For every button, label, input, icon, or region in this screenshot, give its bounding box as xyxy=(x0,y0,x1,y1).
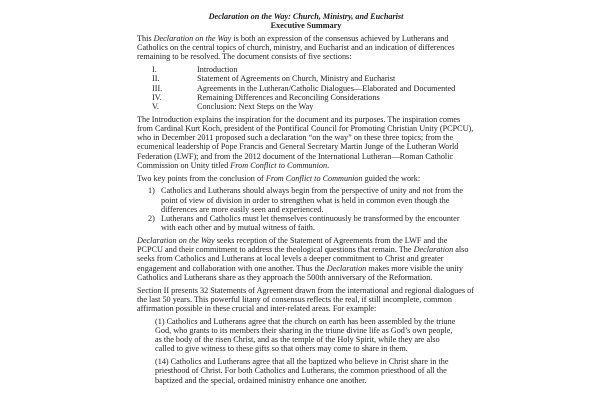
section-numeral: IV. xyxy=(152,92,162,102)
sections-list xyxy=(137,65,475,111)
section-numeral: II. xyxy=(152,74,160,84)
section-numeral: V. xyxy=(152,102,159,112)
two-key-points-lead: Two key points from the conclusion of From Conflict to Communion guided the work: xyxy=(137,173,421,183)
section-label: Statement of Agreements on Church, Ministry and Eucharist xyxy=(197,74,396,84)
key-point-marker: 1) xyxy=(148,186,155,196)
section-label: Introduction xyxy=(197,65,238,75)
section-ii-paragraph: Section II presents 32 Statements of Agreement drawn from the international and regional dialogues of the last 50 years. This powerful litany of consensus reflects the real, if still incomplete, common affirmation possible in these crucial and inter-related areas. For example: xyxy=(137,285,474,314)
section-numeral: III. xyxy=(152,83,163,93)
section-row-3 xyxy=(152,84,475,93)
quote-statement-1: (1) Catholics and Lutherans agree that the church on earth has been assembled by the triune God, who grants to its members their sharing in the triune divine life as God’s own people, as the body of the risen Christ, and as the temple of the Holy Spirit, while they are also called to give witness to these gifts so that others may come to share in them. xyxy=(155,316,456,354)
section-label: Agreements in the Lutheran/Catholic Dialogues—Elaborated and Documented xyxy=(197,83,456,93)
section-label: Remaining Differences and Reconciling Considerations xyxy=(197,92,380,102)
document-title-line1: Declaration on the Way: Church, Ministry, and Eucharist xyxy=(208,12,404,21)
key-point-marker: 2) xyxy=(148,214,155,224)
section-numeral: I. xyxy=(152,65,157,75)
document-title-line2: Executive Summary xyxy=(270,21,342,31)
section-row-1 xyxy=(152,65,475,74)
section-row-2 xyxy=(152,74,475,83)
key-points-list xyxy=(137,186,475,232)
section-row-4 xyxy=(152,93,475,102)
intro-paragraph: This Declaration on the Way is both an expression of the consensus achieved by Lutherans and Catholics on the central topics of church, ministry, and Eucharist and an indication of differences remaining to be resolved. The document consists of five sections: xyxy=(137,34,455,62)
document-title xyxy=(137,12,475,30)
section-label: Conclusion: Next Steps on the Way xyxy=(197,102,314,112)
key-point-text: Lutherans and Catholics must let themselves continuously be transformed by the encounter with each other and by mutual witness of faith. xyxy=(161,214,460,233)
key-point-text: Catholics and Lutherans should always begin from the perspective of unity and not from the point of view of division in order to strengthen what is held in common even though the differences are more easily seen and experienced. xyxy=(161,186,463,214)
key-point-2 xyxy=(148,214,473,233)
quote-statement-14: (14) Catholics and Lutherans agree that all the baptized who believe in Christ share in the priesthood of Christ. For both Catholics and Lutherans, the common priesthood of all the baptized and the special, ordained ministry enhance one another. xyxy=(155,357,449,385)
seeks-paragraph: Declaration on the Way seeks reception of the Statement of Agreements from the LWF and the PCPCU and their commitment to address the theological questions that remain. The Declaration also seeks from Catholics and Lutherans at local levels a deeper commitment to Christ and greater engagement and collaboration with one another. Thus the Declaration makes more visible the unity Catholics and Lutherans share as they approach the 500th anniversary of the Reformation. xyxy=(137,236,469,282)
document-content xyxy=(137,12,475,385)
introduction-paragraph: The Introduction explains the inspiration for the document and its purposes. The inspiration comes from Cardinal Kurt Koch, president of the Pontifical Council for Promoting Christian Unity (PCPCU), who in December 2011 proposed such a declaration “on the way” on these three topics; from the ecumenical leadership of Pope Francis and General Secretary Martin Junge of the Lutheran World Federation (LWF); and from the 2012 document of the International Lutheran—Roman Catholic Commission on Unity titled From Conflict to Communion. xyxy=(137,114,474,170)
key-point-1 xyxy=(148,186,473,214)
section-row-5 xyxy=(152,102,475,111)
